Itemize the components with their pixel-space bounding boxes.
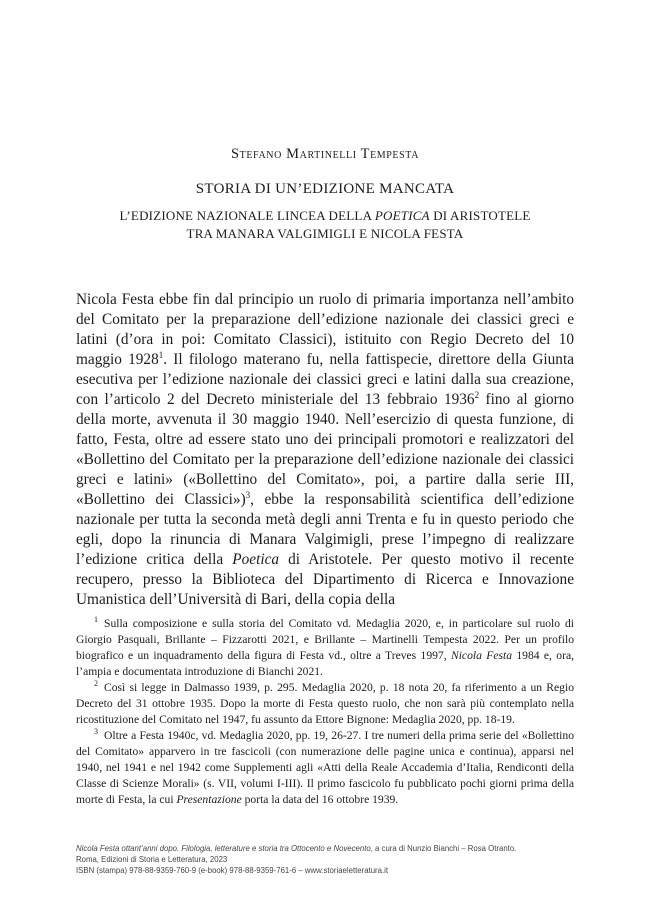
author-name: Stefano Martinelli Tempesta [230, 146, 420, 162]
italic-title: Poetica [232, 551, 280, 568]
footer-line-3: ISBN (stampa) 978-88-9359-760-9 (e-book) 978-88-9359-761-6 – www.storiaeletteratura.it [76, 866, 389, 875]
text-span: . Il filologo materano fu, nella fattispecie, direttore della Giunta esecutiva per l’edizione nazionale dei classici greci e latini dalla sua creazione, con l’articolo 2 del Decreto ministeriale del 13 febbraio 1936 [76, 351, 574, 408]
main-text [76, 290, 574, 610]
text-span: Nicola Festa ebbe fin dal principio un ruolo di primaria importanza nell’ambito del Comitato per la preparazione dell’edizione nazionale dei classici greci e latini (d’ora in poi: Comitato Classici), istituito con Regio Decreto del 10 maggio 1928 [76, 291, 574, 368]
text-span: , ebbe la responsabilità scientifica dell’edizione nazionale per tutta la seconda metà degli anni Trenta e fu in questo periodo che egli, dopo la rinuncia di Manara Valgimigli, prese l’impegno di realizzare l’edizione critica della [76, 491, 574, 568]
footnote-3 [76, 728, 574, 808]
footnote-number: 1 [94, 615, 98, 625]
chapter-title: STORIA DI UN’EDIZIONE MANCATA [195, 181, 455, 197]
footnote-text: Oltre a Festa 1940c, vd. Medaglia 2020, pp. 19, 26-27. I tre numeri della prima serie del «Bollettino del Comitato» apparvero in tre fascicoli (con numerazione delle pagine unica e continua), apparsi nel 1940, nel 1941 e nel 1942 come Supplementi agli «Atti della Reale Accademia d’Italia, Rendiconti della Classe di Scienze Morali» (s. VII, volumi I-III). Il primo fascicolo fu pubblicato pochi giorni prima della morte di Festa, la cui [76, 729, 574, 806]
paragraph [76, 290, 574, 610]
footnote-ref-1[interactable]: 1 [158, 349, 164, 360]
footnotes [76, 616, 574, 808]
footer-line-2: Roma, Edizioni di Storia e Letteratura, 2023 [76, 855, 228, 864]
footnote-ref-2[interactable]: 2 [474, 389, 480, 400]
footnote-ref-3[interactable]: 3 [245, 489, 251, 500]
footnote-1 [76, 616, 574, 680]
subtitle-text: L’EDIZIONE NAZIONALE LINCEA DELLA [119, 208, 375, 223]
book-title: Nicola Festa ottant’anni dopo. Filologia, letterature e storia tra Ottocento e Novecento [76, 844, 371, 853]
publication-footer [76, 843, 574, 876]
footnote-text: porta la data del 16 ottobre 1939. [241, 793, 399, 806]
footnote-italic: Presentazione [176, 793, 242, 806]
footnote-text: Così si legge in Dalmasso 1939, p. 295. Medaglia 2020, p. 18 nota 20, fa riferimento a un Regio Decreto del 31 ottobre 1935. Dopo la morte di Festa questo ruolo, che non sarà più contemplato nella ricostituzione del Comitato nel 1947, fu assunto da Ettore Bignone: Medaglia 2020, pp. 18-19. [76, 681, 574, 726]
footnote-2 [76, 680, 574, 728]
footnote-text: 1984 e, ora, l’ampia e documentata introduzione di Bianchi 2021. [76, 649, 574, 678]
footnote-italic: Nicola Festa [450, 649, 512, 662]
subtitle-italic-text: POETICA [374, 208, 430, 223]
subtitle-text: DI ARISTOTELE [429, 208, 531, 223]
footnote-number: 3 [94, 727, 98, 737]
text-span: di Aristotele. Per questo motivo il recente recupero, presso la Biblioteca del Dipartimento di Ricerca e Innovazione Umanistica dell’Università di Bari, della copia della [76, 551, 574, 608]
text-span: fino al giorno della morte, avvenuta il 30 maggio 1940. Nell’esercizio di questa funzione, di fatto, Festa, oltre ad essere stato uno dei principali promotori e realizzatori del «Bollettino del Comitato per la preparazione dell’edizione nazionale dei classici greci e latini» («Bollettino del Comitato», poi, a partire dalla serie III, «Bollettino dei Classici») [76, 391, 574, 508]
subtitle-line-2: TRA MANARA VALGIMIGLI E NICOLA FESTA [186, 226, 464, 241]
footer-text: , a cura di Nunzio Bianchi – Rosa Otranto. [370, 844, 517, 853]
subtitle-line-1 [0, 207, 650, 225]
chapter-subtitle [0, 207, 650, 243]
footnote-number: 2 [94, 679, 98, 689]
footnote-text: Sulla composizione e sulla storia del Comitato vd. Medaglia 2020, e, in particolare sul ruolo di Giorgio Pasquali, Brillante – Fizzarotti 2021, e Brillante – Martinelli Tempesta 2022. Per un profilo biografico e un inquadramento della figura di Festa vd., oltre a Treves 1997, [76, 617, 574, 662]
footer-line-1 [76, 843, 574, 854]
